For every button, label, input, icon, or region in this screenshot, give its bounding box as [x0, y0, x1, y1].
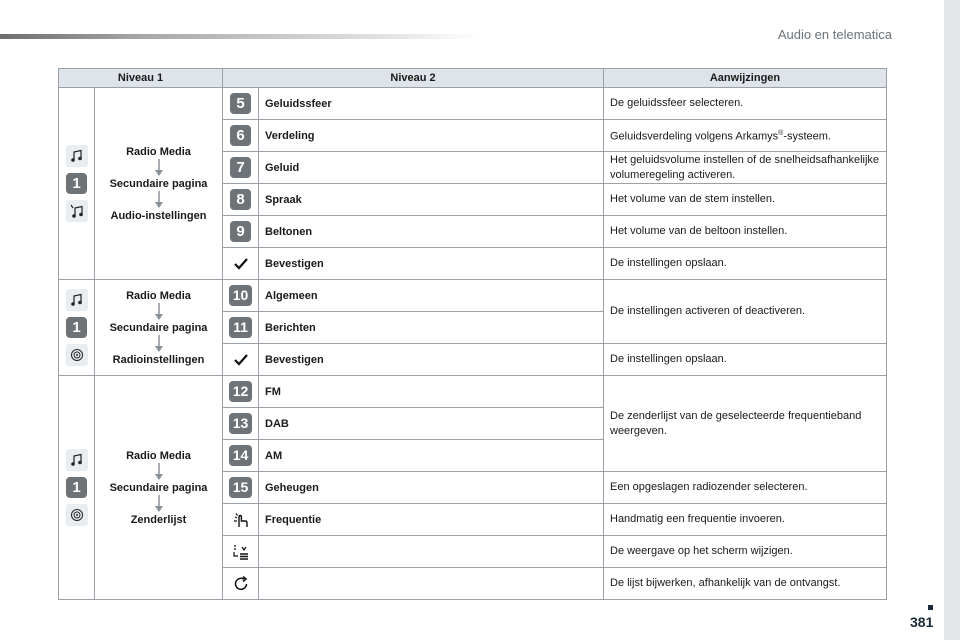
- path-step: Secundaire pagina: [109, 177, 208, 190]
- option-note: Het volume van de stem instellen.: [604, 184, 887, 216]
- path-step: Radio Media: [126, 145, 191, 158]
- option-note: Geluidsverdeling volgens Arkamys®-systeem.: [604, 120, 887, 152]
- step-badge-1: 1: [66, 477, 87, 498]
- music-settings-icon: [66, 200, 88, 222]
- table-row: [59, 88, 887, 120]
- down-arrow-icon: [154, 463, 164, 481]
- down-arrow-icon: [154, 335, 164, 353]
- display-sort-icon: [232, 544, 250, 560]
- down-arrow-icon: [154, 303, 164, 321]
- option-label: Geluidssfeer: [259, 88, 604, 120]
- option-label: [259, 568, 604, 600]
- path-step: Secundaire pagina: [109, 321, 208, 334]
- check-icon: [234, 258, 248, 270]
- option-note: De zenderlijst van de geselecteerde frequentieband weergeven.: [604, 376, 887, 472]
- option-label: Verdeling: [259, 120, 604, 152]
- step-badge-11: 11: [229, 317, 252, 338]
- header-gradient-bar: [0, 34, 480, 39]
- page-number: 381: [910, 614, 934, 630]
- option-note: De instellingen opslaan.: [604, 248, 887, 280]
- table-header-row: [59, 69, 887, 88]
- option-note: Het volume van de beltoon instellen.: [604, 216, 887, 248]
- step-badge-10: 10: [229, 285, 252, 306]
- hand-touch-icon: [232, 512, 250, 528]
- option-label: Algemeen: [259, 280, 604, 312]
- step-badge-7: 7: [230, 157, 251, 178]
- option-label: Geheugen: [259, 472, 604, 504]
- step-badge-14: 14: [229, 445, 252, 466]
- option-label: Bevestigen: [259, 248, 604, 280]
- path-step: Radio Media: [126, 289, 191, 302]
- header-level1: Niveau 1: [59, 69, 223, 88]
- option-label: Frequentie: [259, 504, 604, 536]
- option-note: Het geluidsvolume instellen of de snelheidsafhankelijke volumeregeling activeren.: [604, 152, 887, 184]
- group3-path: [95, 376, 223, 600]
- station-list-icon: [66, 504, 88, 526]
- step-badge-12: 12: [229, 381, 252, 402]
- step-badge-1: 1: [66, 317, 87, 338]
- option-label: FM: [259, 376, 604, 408]
- header-level2: Niveau 2: [223, 69, 604, 88]
- group1-icons: [59, 88, 95, 280]
- group3-icons: [59, 376, 95, 600]
- table-row: [59, 280, 887, 312]
- music-note-icon: [66, 449, 88, 471]
- check-icon: [234, 354, 248, 366]
- option-note: De instellingen activeren of deactiveren.: [604, 280, 887, 344]
- step-badge-9: 9: [230, 221, 251, 242]
- down-arrow-icon: [154, 495, 164, 513]
- option-label: Spraak: [259, 184, 604, 216]
- section-title: Audio en telematica: [777, 27, 892, 42]
- path-step: Radioinstellingen: [112, 353, 205, 366]
- option-label: Bevestigen: [259, 344, 604, 376]
- option-note: De instellingen opslaan.: [604, 344, 887, 376]
- group2-path: [95, 280, 223, 376]
- step-badge-8: 8: [230, 189, 251, 210]
- path-step: Secundaire pagina: [109, 481, 208, 494]
- header-notes: Aanwijzingen: [604, 69, 887, 88]
- group1-path: [95, 88, 223, 280]
- option-label: Geluid: [259, 152, 604, 184]
- step-badge-13: 13: [229, 413, 252, 434]
- option-note: De lijst bijwerken, afhankelijk van de ontvangst.: [604, 568, 887, 600]
- path-step: Radio Media: [126, 449, 191, 462]
- music-note-icon: [66, 145, 88, 167]
- step-badge-5: 5: [230, 93, 251, 114]
- group2-icons: [59, 280, 95, 376]
- side-strip: [944, 0, 960, 640]
- path-step: Audio-instellingen: [110, 209, 207, 222]
- option-label: DAB: [259, 408, 604, 440]
- step-badge-15: 15: [229, 477, 252, 498]
- option-label: [259, 536, 604, 568]
- option-note: De weergave op het scherm wijzigen.: [604, 536, 887, 568]
- settings-table: [58, 68, 887, 600]
- option-label: Berichten: [259, 312, 604, 344]
- option-note: Een opgeslagen radiozender selecteren.: [604, 472, 887, 504]
- music-note-icon: [66, 289, 88, 311]
- down-arrow-icon: [154, 191, 164, 209]
- radio-settings-icon: [66, 344, 88, 366]
- page-marker: [928, 605, 933, 610]
- option-note: Handmatig een frequentie invoeren.: [604, 504, 887, 536]
- table-row: [59, 376, 887, 408]
- step-badge-1: 1: [66, 173, 87, 194]
- step-badge-6: 6: [230, 125, 251, 146]
- refresh-icon: [232, 575, 250, 593]
- option-label: AM: [259, 440, 604, 472]
- path-step: Zenderlijst: [130, 513, 187, 526]
- option-label: Beltonen: [259, 216, 604, 248]
- option-note: De geluidssfeer selecteren.: [604, 88, 887, 120]
- down-arrow-icon: [154, 159, 164, 177]
